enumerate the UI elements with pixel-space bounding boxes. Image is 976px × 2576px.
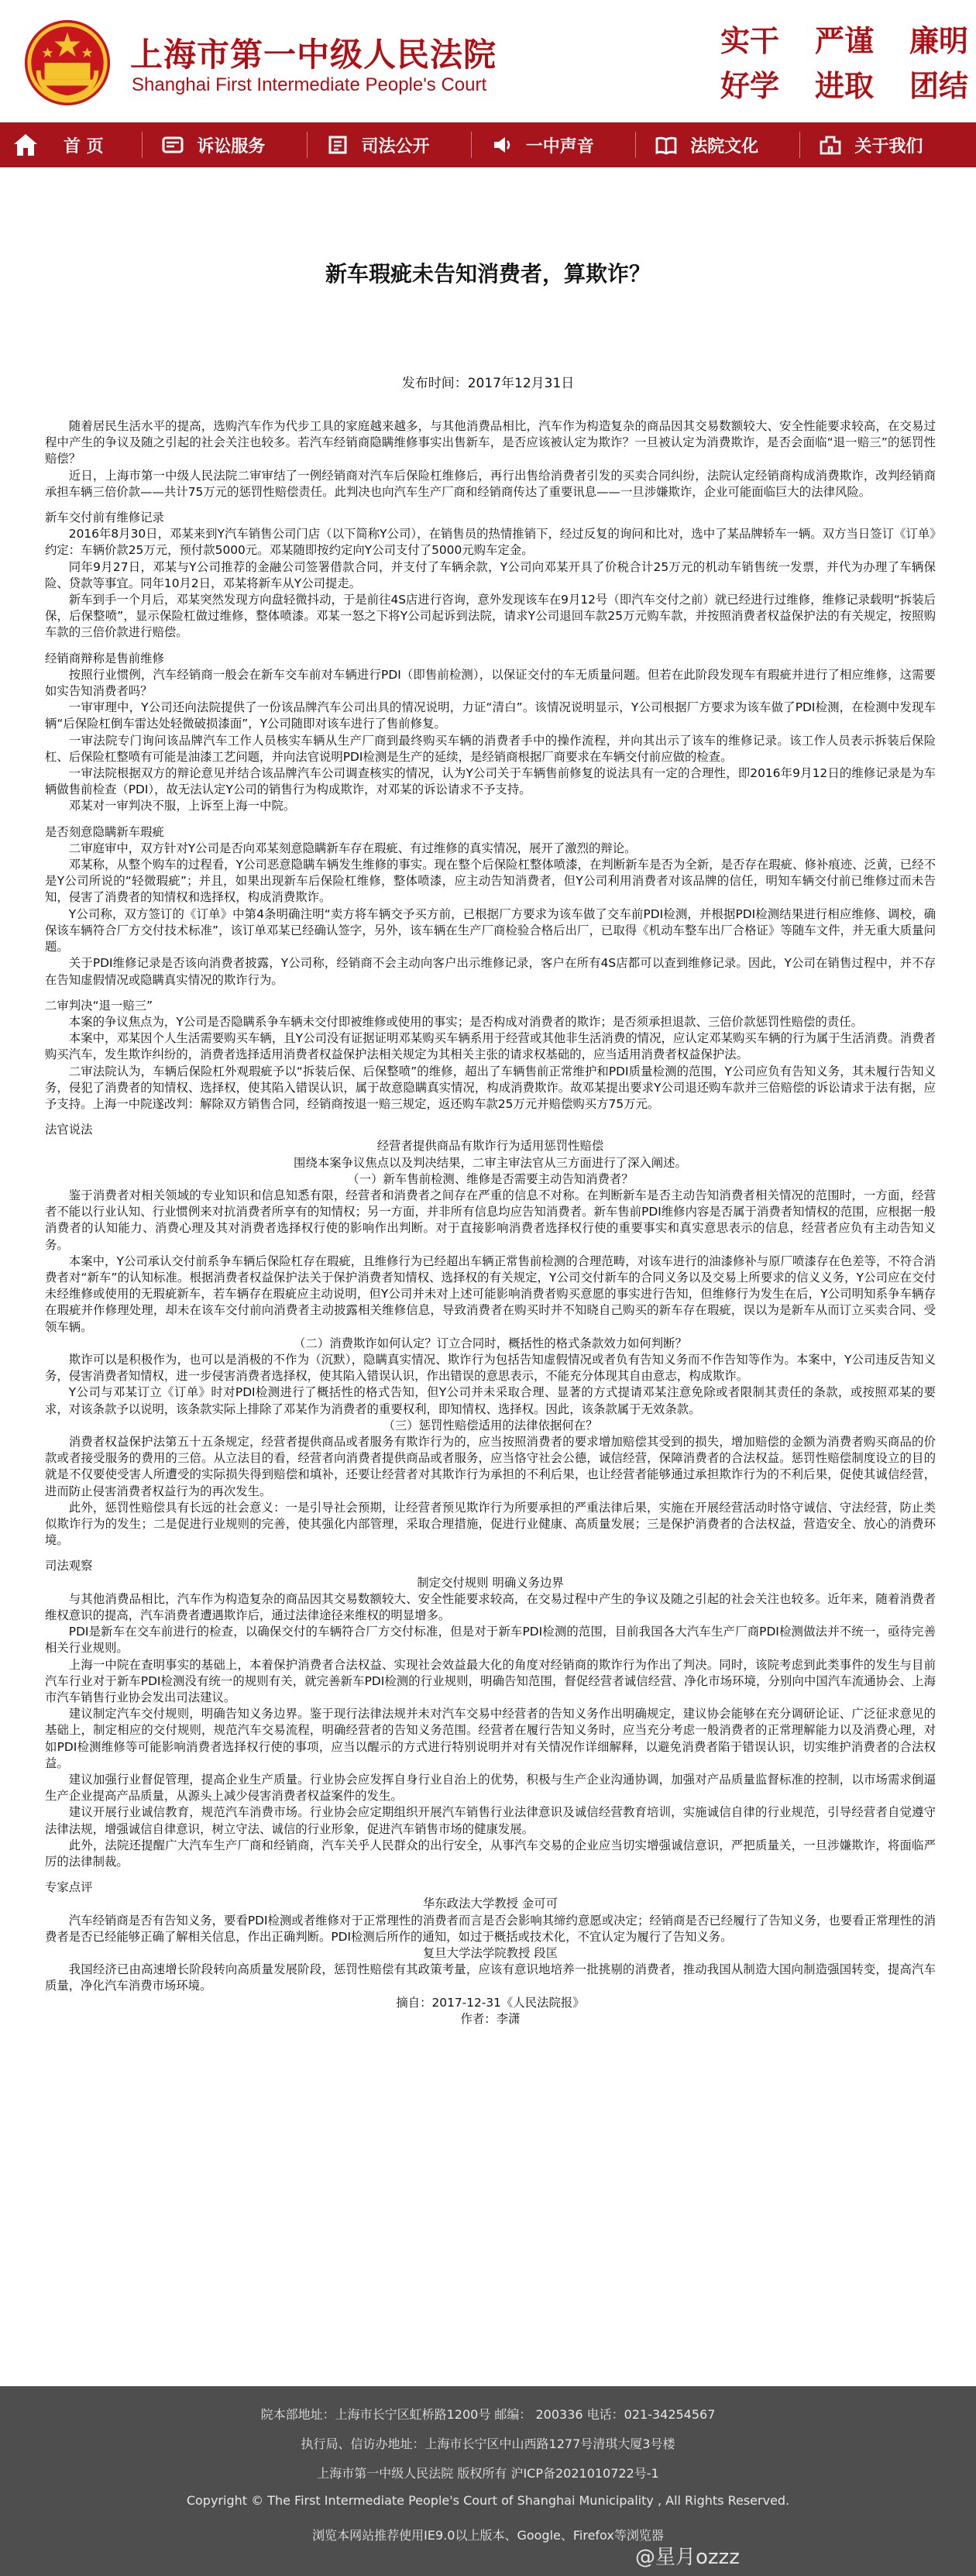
paragraph: 一审法院专门询问该品牌汽车工作人员核实车辆从生产厂商到最终购买车辆的消费者手中的操作流程，并向其出示了该车的维修记录。该工作人员表示拆装后保险杠、后保险杠整喷有可能是油漆工艺问题，并向法官说明PDI检测是生产的延续，是经销商根据厂商要求在车辆交付前应做的检查。	[45, 733, 936, 764]
paragraph: 同年9月27日，邓某与Y公司推荐的金融公司签署借款合同，并支付了车辆余款，Y公司向邓某开具了价税合计25万元的机动车销售统一发票，并代为办理了车辆保险、贷款等事宜。同年10月2日，邓某将新车从Y公司提走。	[45, 559, 936, 590]
centered-line: 摘自：2017-12-31《人民法院报》	[396, 1995, 585, 2010]
paragraph: 与其他消费品相比，汽车作为构造复杂的商品因其交易数额较大、安全性能要求较高，在交易过程中产生的争议及随之引起的社会关注也较多。近年来，随着消费者维权意识的提高，汽车消费者遭遇欺诈后，通过法律途径来维权的明显增多。	[45, 1591, 936, 1623]
date-value: 2017年12月31日	[467, 376, 575, 391]
motto-word: 实干	[720, 23, 780, 58]
centered-line: （二）消费欺诈如何认定？订立合同时，概括性的格式条款效力如何判断？	[294, 1336, 687, 1350]
paragraph: 本案中，Y公司承认交付前系争车辆后保险杠存在瑕疵，且维修行为已经超出车辆正常售前检测的合理范畴，对该车进行的油漆修补与原厂喷漆存在色差等，不符合消费者对“新车”的认知标准。根据消费者权益保护法关于保护消费者知情权、选择权的有关规定，Y公司交付新车的合同义务以及交易上所要求的信义义务，Y公司应在交付未经维修或使用的无瑕疵新车，若车辆存在瑕疵应主动说明，但Y公司并未对上述可能影响消费者购买意愿的事实进行告知，但维修行为发生在后，Y公司明知系争车辆存在瑕疵并作修理处理，却未在该车交付前向消费者主动披露相关维修信息，导致消费者在购买时并不知晓自己购买的新车存在瑕疵，误以为是新车从而订立买卖合同、受领车辆。	[45, 1254, 936, 1334]
paragraph: 2016年8月30日，邓某来到Y汽车销售公司门店（以下简称Y公司），在销售员的热情推销下，经过反复的询问和比对，选中了某品牌轿车一辆。双方当日签订《订单》约定：车辆价款25万元，预付款5000元。邓某随即按约定向Y公司支付了5000元购车定金。	[45, 527, 936, 558]
site-header	[0, 0, 976, 124]
nav-label: 首 页	[64, 136, 104, 156]
paragraph: 此外，法院还提醒广大汽车生产厂商和经销商，汽车关乎人民群众的出行安全，从事汽车交易的企业应当切实增强诚信意识，严把质量关，一旦涉嫌欺诈，将面临严厉的法律制裁。	[45, 1838, 936, 1869]
paragraph: 近日，上海市第一中级人民法院二审审结了一例经销商对汽车后保险杠维修后，再行出售给消费者引发的买卖合同纠纷，法院认定经销商构成消费欺诈，改判经销商承担车辆三倍价款——共计75万元的惩罚性赔偿责任。此判决也向汽车生产厂商和经销商传达了重要讯息——一旦涉嫌欺诈，企业可能面临巨大的法律风险。	[45, 468, 936, 499]
paragraph: 上海一中院在查明事实的基础上，本着保护消费者合法权益、实现社会效益最大化的角度对经销商的欺诈行为作出了判决。同时，该院考虑到此类事件的发生与目前汽车行业对于新车PDI检测没有统一的规则有关，就完善新车PDI检测的行业规则，明确告知范围，督促经营者诚信经营、净化市场环境，分别向中国汽车流通协会、上海市汽车销售行业协会发出司法建议。	[45, 1657, 936, 1705]
motto-word: 廉明	[909, 23, 968, 58]
section-heading: 经销商辩称是售前维修	[45, 651, 164, 665]
motto-word: 好学	[720, 68, 780, 103]
footer-copyright-en: Copyright © The First Intermediate People's Court of Shanghai Municipality , All Rights Reserved.	[186, 2493, 790, 2508]
about-icon	[819, 133, 842, 156]
voice-icon	[490, 133, 514, 156]
nav-item-court-voice[interactable]	[472, 122, 635, 167]
footer-copyright-cn: 上海市第一中级人民法院 版权所有 沪ICP备2021010722号-1	[317, 2466, 659, 2481]
paragraph: PDI是新车在交车前进行的检查，以确保交付的车辆符合厂方交付标准，但是对于新车PDI检测的范围，目前我国各大汽车生产厂商PDI检测做法并不统一，亟待完善相关行业规则。	[45, 1625, 936, 1656]
nav-label: 关于我们	[854, 136, 923, 156]
paragraph: Y公司与邓某订立《订单》时对PDI检测进行了概括性的格式告知，但Y公司并未采取合理、显著的方式提请邓某注意免除或者限制其责任的条款，或按照邓某的要求，对该条款予以说明，该条款实际上排除了邓某作为消费者的重要权利，即知情权、选择权。因此，该条款属于无效条款。	[45, 1385, 936, 1416]
nav-label: 一中声音	[525, 136, 594, 156]
centered-line: （三）惩罚性赔偿适用的法律依据何在？	[383, 1418, 598, 1432]
centered-line: （一）新车售前检测、维修是否需要主动告知消费者？	[347, 1171, 634, 1186]
motto-word: 进取	[814, 68, 874, 103]
paragraph: 二审庭审中，双方针对Y公司是否向邓某刻意隐瞒新车存在瑕疵、有过维修的真实情况，展开了激烈的辩论。	[68, 841, 637, 855]
footer-browser-note: 浏览本网站推荐使用IE9.0以上版本、Google、Firefox等浏览器	[312, 2528, 664, 2543]
court-motto	[720, 19, 968, 112]
paragraph: 欺诈可以是积极作为，也可以是消极的不作为（沉默），隐瞒真实情况、欺诈行为包括告知虚假情况或者负有告知义务而不作告知等作为。本案中，Y公司违反告知义务，侵害消费者知情权，进一步侵害消费者选择权，使其陷入错误认识，作出错误的意思表示，不能充分体现其自由意志，构成欺诈。	[45, 1352, 936, 1384]
paragraph: 汽车经销商是否有告知义务，要看PDI检测或者维修对于正常理性的消费者而言是否会影响其缔约意愿或决定；经销商是否已经履行了告知义务，也要看正常理性的消费者是否已经能够正确了解相关信息，作出正确判断。PDI检测后所作的通知，如过于概括或技术化，不宜认定为履行了告知义务。	[45, 1913, 936, 1944]
centered-line: 经营者提供商品有欺诈行为适用惩罚性赔偿	[376, 1139, 604, 1154]
section-heading: 法官说法	[45, 1123, 93, 1137]
motto-word: 团结	[909, 68, 968, 103]
centered-line: 作者：李潇	[460, 2011, 521, 2026]
section-heading: 二审判决“退一赔三”	[45, 998, 153, 1013]
main-nav	[0, 122, 976, 167]
footer-address: 院本部地址：上海市长宁区虹桥路1200号 邮编： 200336 电话：021-34254567	[260, 2407, 716, 2422]
paragraph: 一审审理中，Y公司还向法院提供了一份该品牌汽车公司出具的情况说明，力证“清白”。该情况说明显示，Y公司根据厂方要求为该车做了PDI检测，在检测中发现车辆“后保险杠倒车雷达处轻微破损漆面”，Y公司随即对该车进行了售前修复。	[45, 700, 936, 731]
nav-item-home[interactable]	[0, 122, 142, 167]
footer-office-address: 执行局、信访办地址：上海市长宁区中山西路1277号清琪大厦3号楼	[301, 2437, 675, 2451]
paragraph: 建议加强行业督促管理，提高企业生产质量。行业协会应发挥自身行业自治上的优势，积极与生产企业沟通协调，加强对产品质量监督标准的控制，以市场需求倒逼生产企业提高产品质量，从源头上减少侵害消费者权益案件的发生。	[45, 1773, 936, 1804]
paragraph: Y公司称，双方签订的《订单》中第4条明确注明“卖方将车辆交予买方前，已根据厂方要求为该车做了交车前PDI检测，并根据PDI检测结果进行相应维修、调校，确保该车辆符合厂方交付技术标准”，该订单邓某已经确认签字，另外，该车辆在生产厂商检验合格后出厂，已取得《机动车整车出厂合格证》等随车文件，并无重大质量问题。	[45, 906, 936, 954]
paragraph: 关于PDI维修记录是否该向消费者披露，Y公司称，经销商不会主动向客户出示维修记录，客户在所有4S店都可以查到维修记录。因此，Y公司在销售过程中，并不存在告知虚假情况或隐瞒真实情况的欺诈行为。	[45, 956, 936, 987]
paragraph: 本案中，邓某因个人生活需要购买车辆，且Y公司没有证据证明邓某购买车辆系用于经营或其他非生活消费的情况，应认定邓某购买车辆的行为属于生活消费。消费者购买汽车，发生欺诈纠纷的，消费者选择适用消费者权益保护法相关规定为其相关主张的请求权基础的，应当适用消费者权益保护法。	[45, 1031, 936, 1062]
nav-item-judicial-openness[interactable]	[308, 122, 471, 167]
article-body	[45, 418, 936, 2386]
home-icon	[11, 130, 40, 160]
paragraph: 随着居民生活水平的提高，选购汽车作为代步工具的家庭越来越多，与其他消费品相比，汽车作为构造复杂的商品因其交易数额较大、安全性能要求较高，在交易过程中产生的争议及随之引起的社会关注也较多。若汽车经销商隐瞒维修事实出售新车，是否应该被认定为欺诈？一旦被认定为消费欺诈，是否会面临“退一赔三”的惩罚性赔偿？	[45, 419, 936, 466]
paragraph: 按照行业惯例，汽车经销商一般会在新车交车前对车辆进行PDI（即售前检测），以保证交付的车无质量问题。但若在此阶段发现车有瑕疵并进行了相应维修，这需要如实告知消费者吗？	[45, 667, 936, 699]
section-heading: 新车交付前有维修记录	[45, 511, 164, 525]
watermark-text: @星月ozzz	[635, 2546, 740, 2569]
section-heading: 是否刻意隐瞒新车瑕疵	[45, 824, 164, 839]
centered-line: 复旦大学法学院教授 段匡	[422, 1946, 558, 1961]
section-heading: 专家点评	[45, 1880, 93, 1895]
motto-word: 严谨	[814, 23, 874, 58]
paragraph: 本案的争议焦点为，Y公司是否隐瞒系争车辆未交付即被维修或使用的事实；是否构成对消费者的欺诈；是否须承担退款、三倍价款惩罚性赔偿的责任。	[68, 1014, 863, 1029]
paragraph: 鉴于消费者对相关领域的专业知识和信息知悉有限，经营者和消费者之间存在严重的信息不对称。在判断新车是否主动告知消费者相关情况的范围时，一方面，经营者不能以行业认知、行业惯例来对抗消费者所享有的知情权；另一方面，并非所有信息均应告知消费者。新车售前PDI维修内容是否属于消费者知情权的范围，应根据一般消费者的认知能力、消费心理及其对消费者选择权行使的影响作出判断。对于直接影响消费者选择权行使的重要事实和真实意思表示的信息，经营者应负有主动告知义务。	[45, 1188, 936, 1252]
nav-label: 诉讼服务	[197, 136, 266, 156]
national-emblem-icon	[22, 17, 113, 108]
paragraph: 建议制定汽车交付规则，明确告知义务边界。鉴于现行法律法规并未对汽车交易中经营者的告知义务作出明确规定，建议协会能够在充分调研论证、广泛征求意见的基础上，制定相应的交付规则，规范汽车交易流程，明确经营者的告知义务范围。经营者在履行告知义务时，应当充分考虑一般消费者的正常理解能力以及消费心理，对如PDI检测维修等可能影响消费者选择权行使的事项，应当以醒示的方式进行特别说明并对有关情况作详细解释，以避免消费者陷于错误认识，切实维护消费者的合法权益。	[45, 1707, 936, 1770]
section-heading: 司法观察	[45, 1559, 93, 1573]
court-name-cn: 上海市第一中级人民法院	[130, 36, 497, 74]
nav-item-about-us[interactable]	[800, 122, 976, 167]
paragraph: 邓某称，从整个购车的过程看，Y公司恶意隐瞒车辆发生维修的事实。现在整个后保险杠整体喷漆，在判断新车是否为全新，是否存在瑕疵、修补痕迹、泛黄，已经不是Y公司所说的“轻微瑕疵”；并且，如果出现新车后保险杠维修，整体喷漆，应主动告知消费者，但Y公司利用消费者对该品牌的信任，明知车辆交付前已维修过而未告知，侵害了消费者的知情权和选择权，构成消费欺诈。	[45, 858, 936, 905]
nav-label: 法院文化	[690, 136, 759, 156]
paragraph: 新车到手一个月后，邓某突然发现方向盘轻微抖动，于是前往4S店进行咨询，意外发现该车在9月12号（即汽车交付之前）就已经进行过维修，维修记录载明“拆装后保，后保整喷”，显示保险杠做过维修，整体喷漆。邓某一怒之下将Y公司起诉到法院，请求Y公司退回车款25万元购车款，并按照消费者权益保护法的有关规定，按照购车款的三倍价款进行赔偿。	[45, 593, 936, 640]
nav-item-court-culture[interactable]	[636, 122, 799, 167]
paragraph: 邓某对一审判决不服，上诉至上海一中院。	[68, 799, 296, 813]
culture-icon	[655, 133, 678, 156]
date-label: 发布时间：	[401, 376, 468, 391]
nav-label: 司法公开	[361, 136, 430, 156]
paragraph: 我国经济已由高速增长阶段转向高质量发展阶段，惩罚性赔偿有其政策考量，应该有意识地培养一批挑剔的消费者，推动我国从制造大国向制造强国转变，提高汽车质量，净化汽车消费市场环境。	[45, 1962, 936, 1993]
article-title: 新车瑕疵未告知消费者，算欺诈？	[325, 261, 651, 287]
article-container	[31, 194, 945, 2386]
centered-line: 华东政法大学教授 金可可	[422, 1897, 558, 1911]
nav-item-litigation-service[interactable]	[143, 122, 306, 167]
article-date	[31, 372, 945, 391]
service-icon	[161, 133, 184, 156]
paragraph: 建议开展行业诚信教育，规范汽车消费市场。行业协会应定期组织开展汽车销售行业法律意识及诚信经营教育培训，实施诚信自律的行业规范，引导经营者自觉遵守法律法规，增强诚信自律意识，树立守法、诚信的行业形象，促进汽车销售市场的健康发展。	[45, 1805, 936, 1836]
court-name-en: Shanghai First Intermediate People's Court	[132, 74, 487, 95]
justice-icon	[326, 133, 349, 156]
paragraph: 消费者权益保护法第五十五条规定，经营者提供商品或者服务有欺诈行为的，应当按照消费者的要求增加赔偿其受到的损失，增加赔偿的金额为消费者购买商品的价款或者接受服务的费用的三倍。从立法目的看，经营者向消费者提供商品或者服务，应当恪守社会公德，诚信经营，保障消费者的合法权益。惩罚性赔偿制度设立的目的就是不仅要使受害人所遭受的实际损失得到赔偿和填补，还要让经营者对其欺诈行为承担的不利后果，也让经营者能够通过承担欺诈行为的不利后果，促使其诚信经营，进而防止侵害消费者权益行为的再次发生。	[45, 1434, 936, 1498]
centered-line: 围绕本案争议焦点以及判决结果，二审主审法官从三方面进行了深入阐述。	[294, 1155, 687, 1170]
paragraph: 此外，惩罚性赔偿具有长远的社会意义：一是引导社会预期，让经营者预见欺诈行为所要承担的严重法律后果，实施在开展经营活动时恪守诚信、守法经营，防止类似欺诈行为的发生；二是促进行业规则的完善，使其强化内部管理，采取合理措施，促进行业健康、高质量发展；三是保护消费者的合法权益，营造安全、放心的消费环境。	[45, 1500, 936, 1548]
paragraph: 一审法院根据双方的辩论意见并结合该品牌汽车公司调查核实的情况，认为Y公司关于车辆售前修复的说法具有一定的合理性，即2016年9月12日的维修记录是为车辆做售前检查（PDI），故无法认定Y公司的销售行为构成欺诈，对邓某的诉讼请求不予支持。	[45, 766, 936, 797]
site-footer	[0, 2386, 976, 2576]
paragraph: 二审法院认为，车辆后保险杠外观瑕疵予以“拆装后保、后保整喷”的维修，超出了车辆售前正常维护和PDI质量检测的范围，Y公司应负有告知义务，其未履行告知义务，侵犯了消费者的知情权、选择权，使其陷入错误认识，属于故意隐瞒真实情况，构成消费欺诈。故邓某提出要求Y公司退还购车款并三倍赔偿的诉讼请求于法有据，应予支持。上海一中院遂改判：解除双方销售合同，经销商按退一赔三规定，返还购车款25万元并赔偿购买方75万元。	[45, 1064, 936, 1111]
centered-line: 制定交付规则 明确义务边界	[417, 1575, 564, 1590]
